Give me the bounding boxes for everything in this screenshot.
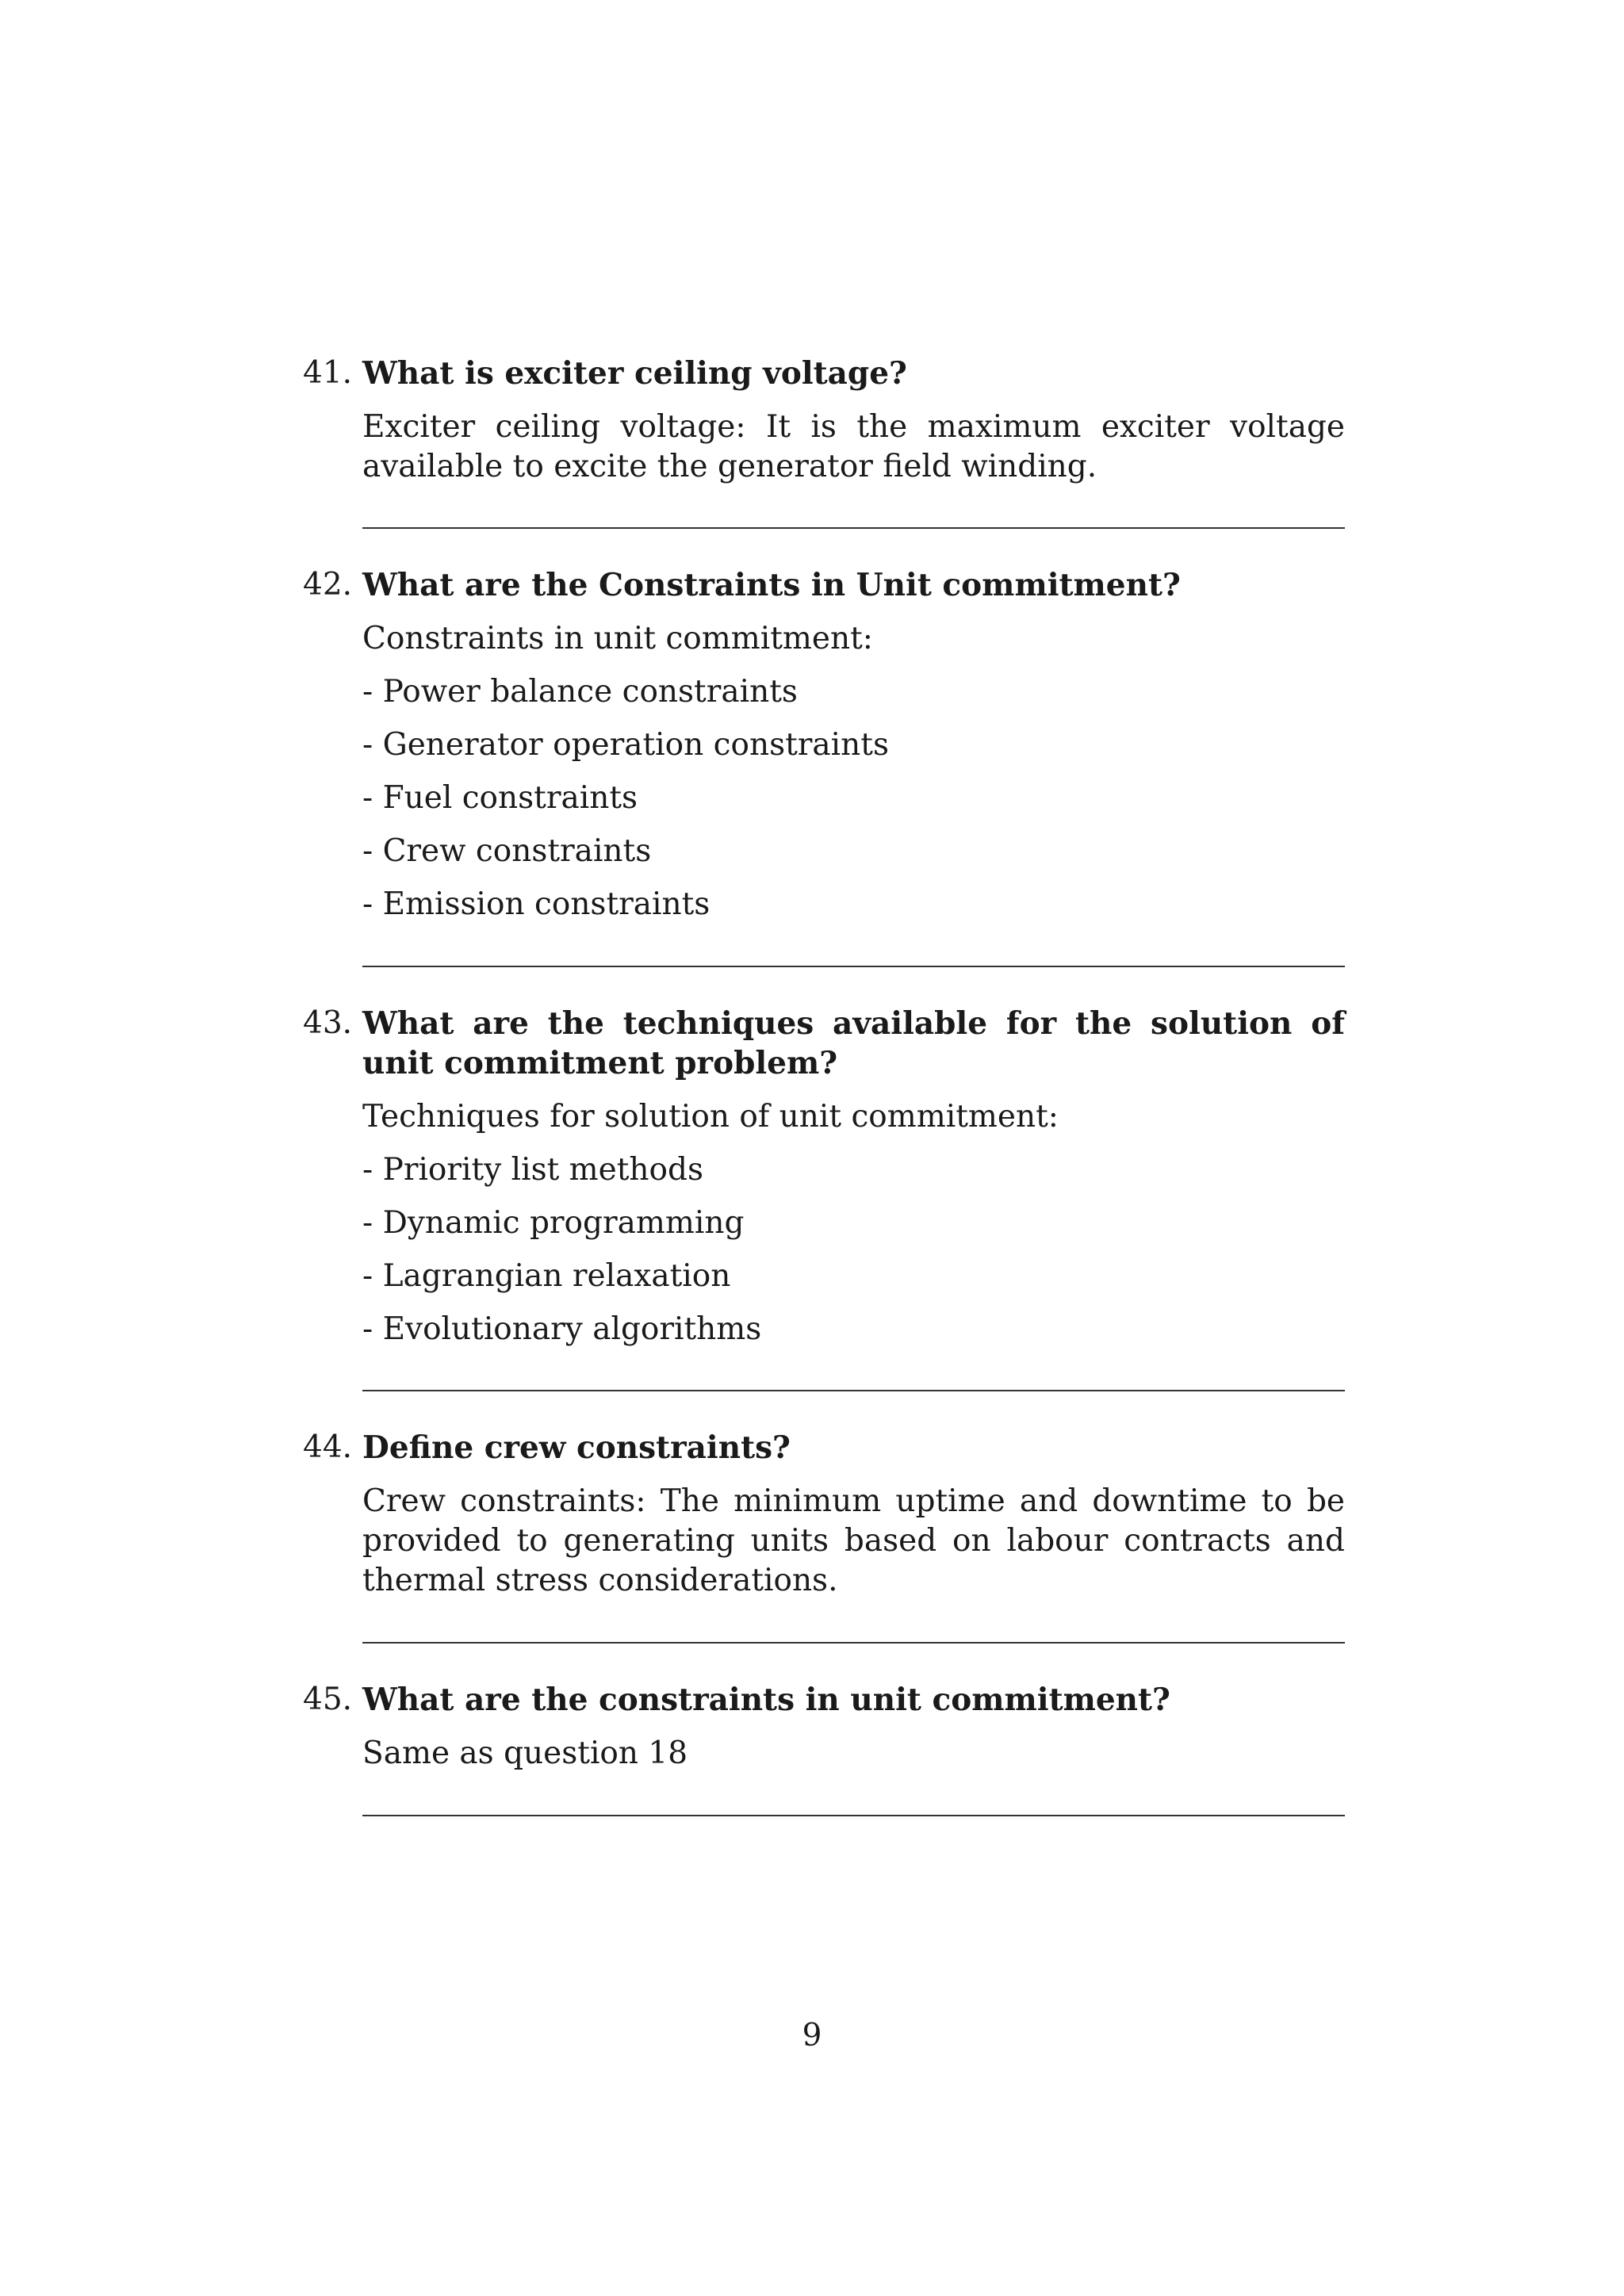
answer-line: - Power balance constraints <box>362 674 798 710</box>
question-41 <box>303 354 1345 487</box>
page-number: 9 <box>802 2018 822 2053</box>
question-heading <box>303 1004 1345 1083</box>
answer <box>362 1734 1345 1774</box>
question-title: What are the constraints in unit commitment? <box>362 1682 1170 1718</box>
question-number: 41. <box>303 355 353 391</box>
answer <box>362 619 1345 924</box>
answer-line: Same as question 18 <box>362 1735 688 1771</box>
answer-line: Techniques for solution of unit commitment: <box>362 1099 1059 1135</box>
question-title: What are the Constraints in Unit commitment? <box>362 567 1181 603</box>
answer-line: - Dynamic programming <box>362 1205 745 1241</box>
answer-line: - Evolutionary algorithms <box>362 1311 762 1347</box>
divider <box>362 1815 1345 1816</box>
question-heading <box>303 565 1345 605</box>
question-43 <box>303 1004 1345 1349</box>
question-number: 45. <box>303 1682 353 1717</box>
answer-line: - Crew constraints <box>362 833 652 869</box>
answer <box>362 1097 1345 1349</box>
divider <box>362 966 1345 967</box>
question-number: 42. <box>303 567 353 603</box>
divider <box>362 1390 1345 1391</box>
question-heading <box>303 354 1345 393</box>
question-45 <box>303 1680 1345 1774</box>
question-number: 44. <box>303 1429 353 1465</box>
question-title: Define crew constraints? <box>362 1429 791 1466</box>
question-title: What are the techniques available for the solution of unit commitment problem? <box>362 1005 1345 1081</box>
question-42 <box>303 565 1345 924</box>
answer-line: - Fuel constraints <box>362 780 638 816</box>
answer-line: - Emission constraints <box>362 886 710 922</box>
answer <box>362 1482 1345 1601</box>
answer-line: - Lagrangian relaxation <box>362 1258 731 1294</box>
question-number: 43. <box>303 1005 353 1041</box>
question-44 <box>303 1428 1345 1601</box>
answer-line: Exciter ceiling voltage: It is the maximum exciter voltage available to excite the generator field winding. <box>362 409 1345 484</box>
answer-line: Crew constraints: The minimum uptime and downtime to be provided to generating units based on labour contracts and thermal stress considerations. <box>362 1483 1345 1598</box>
question-heading <box>303 1428 1345 1468</box>
question-title: What is exciter ceiling voltage? <box>362 355 907 392</box>
answer-line: Constraints in unit commitment: <box>362 621 873 656</box>
answer-line: - Generator operation constraints <box>362 727 889 763</box>
answer <box>362 408 1345 487</box>
answer-line: - Priority list methods <box>362 1152 703 1188</box>
divider <box>362 1642 1345 1644</box>
question-heading <box>303 1680 1345 1720</box>
divider <box>362 527 1345 529</box>
